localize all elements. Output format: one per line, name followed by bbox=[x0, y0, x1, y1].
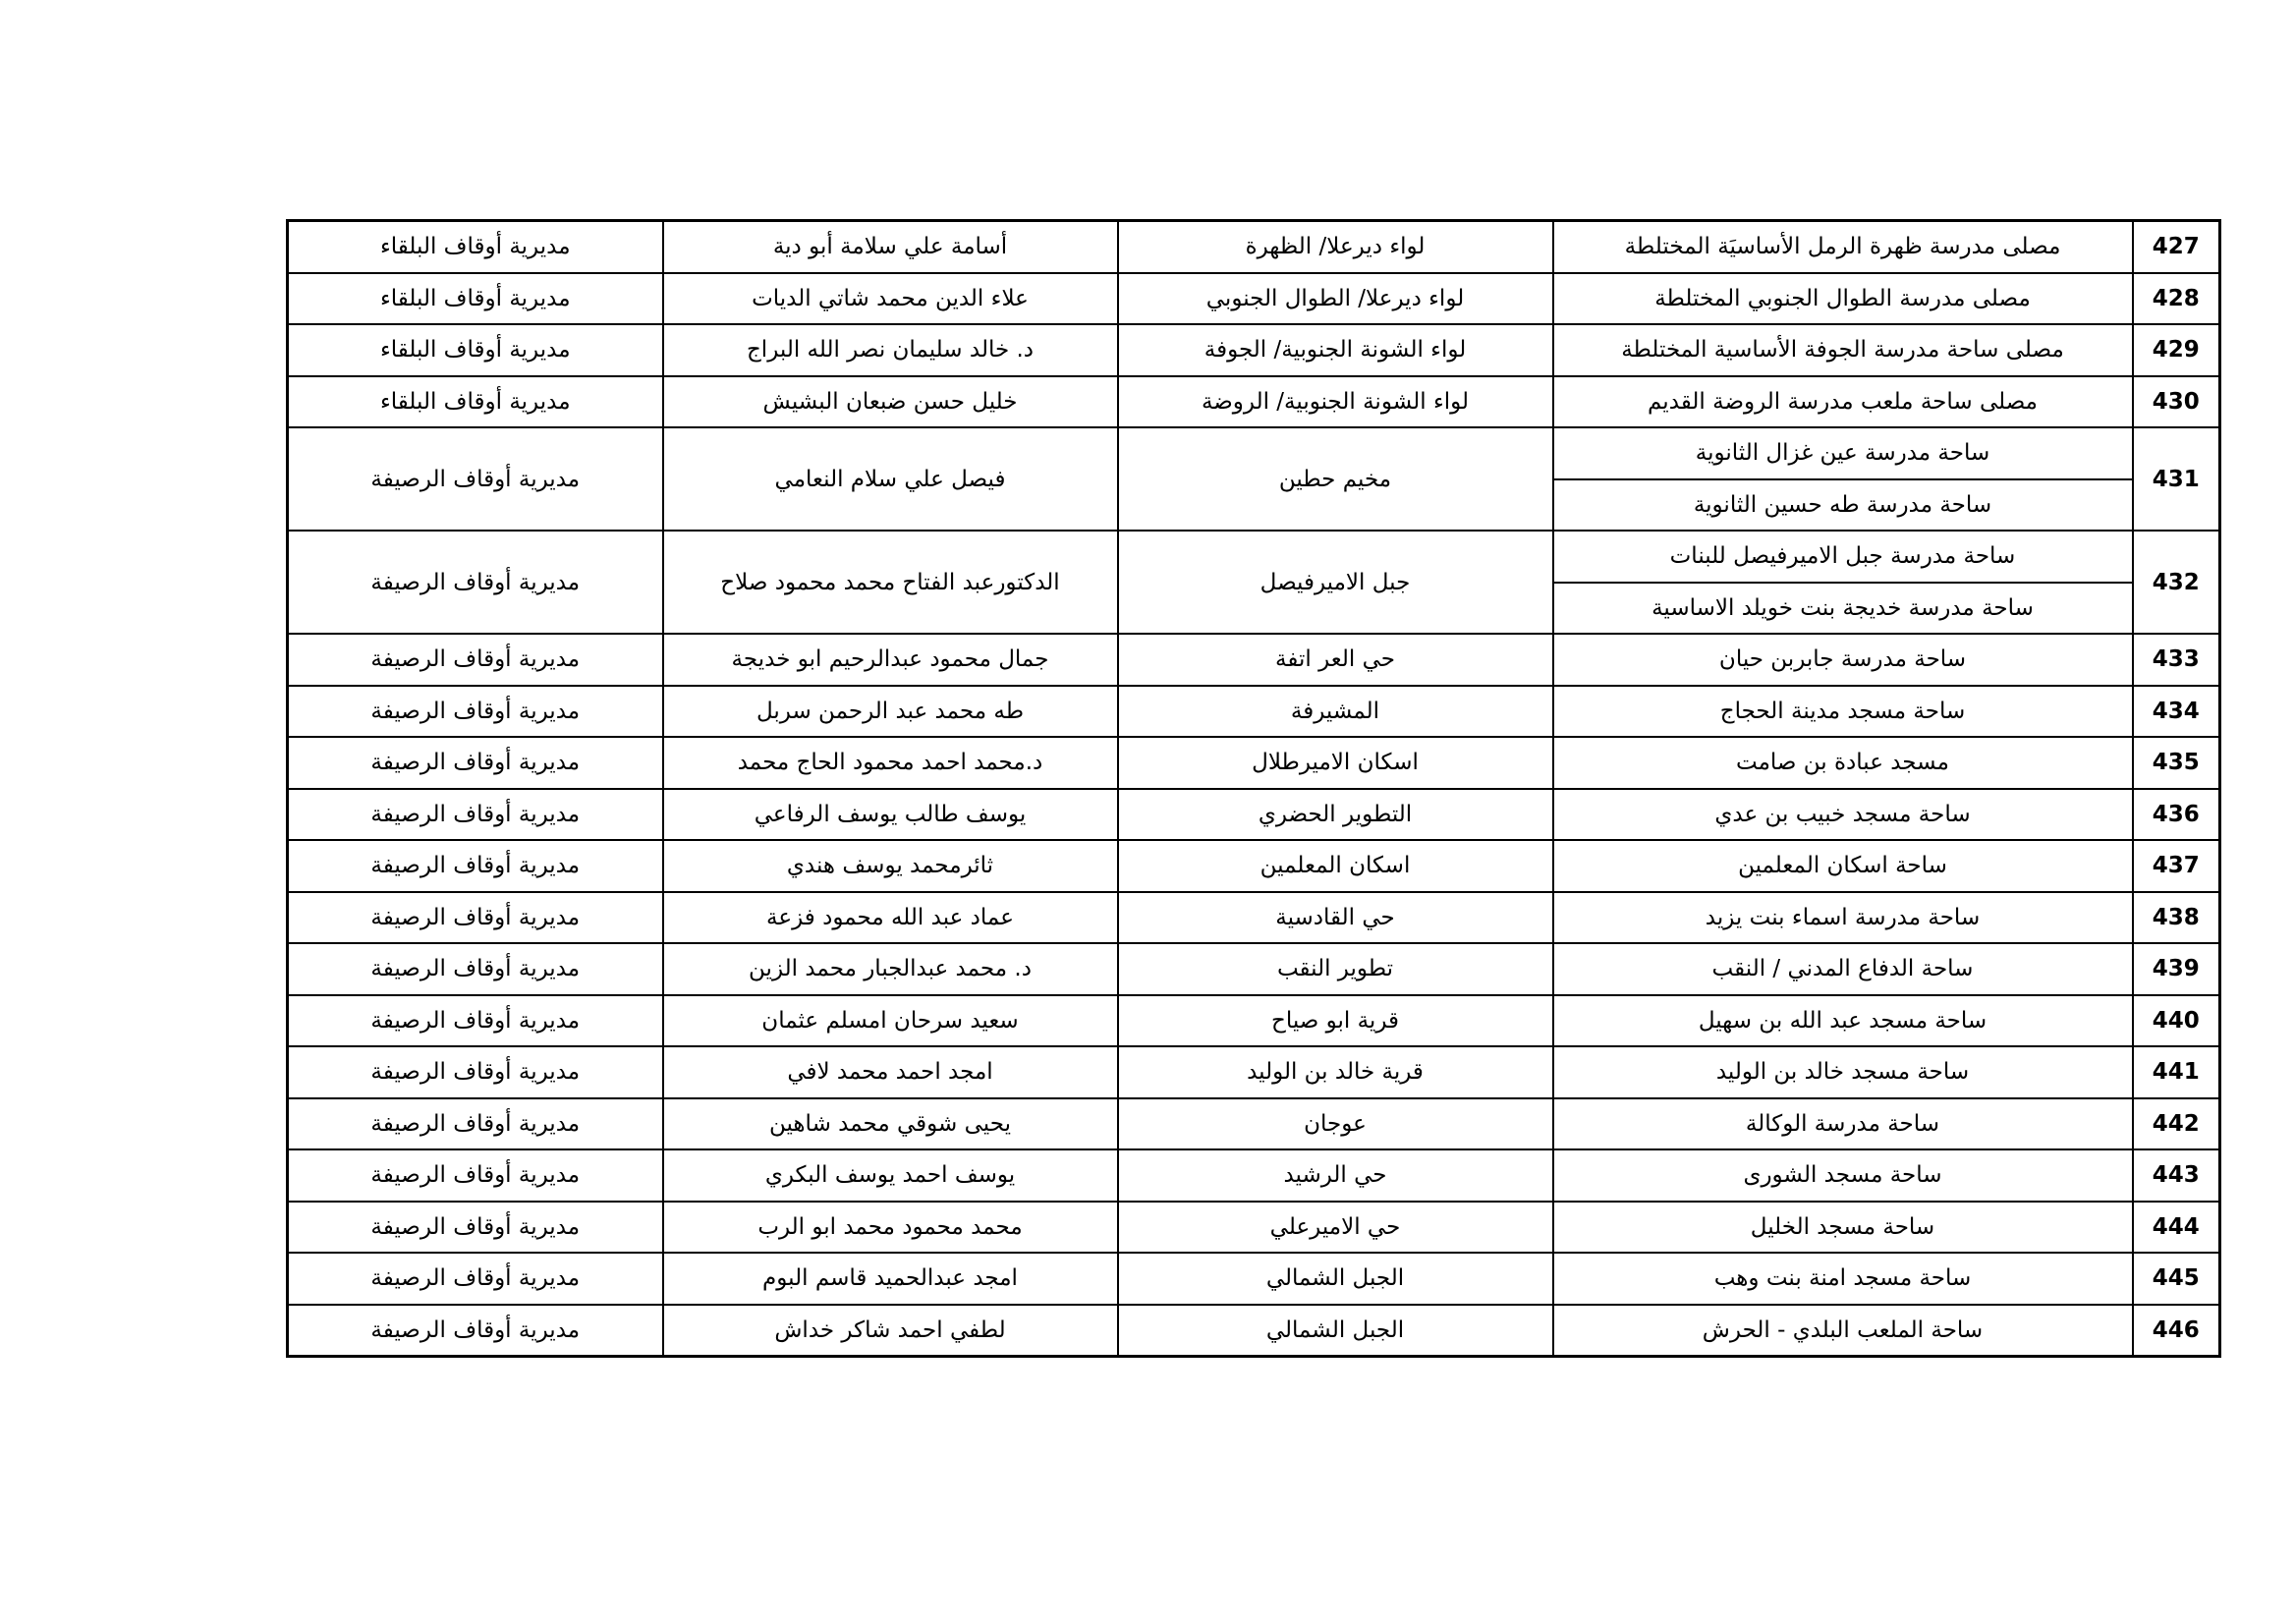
table-row bbox=[288, 1253, 2220, 1305]
prayer-sites-table bbox=[286, 219, 2221, 1358]
row-number: 431 bbox=[2133, 427, 2220, 531]
area-name: المشيرفة bbox=[1118, 686, 1553, 738]
area-name: قرية خالد بن الوليد bbox=[1118, 1046, 1553, 1098]
imam-name: يحيى شوقي محمد شاهين bbox=[663, 1098, 1118, 1150]
imam-name: طه محمد عبد الرحمن سربل bbox=[663, 686, 1118, 738]
imam-name: لطفي احمد شاكر خداش bbox=[663, 1305, 1118, 1357]
area-name: قرية ابو صياح bbox=[1118, 995, 1553, 1047]
table-row bbox=[288, 427, 2220, 479]
table-row bbox=[288, 531, 2220, 583]
row-number: 439 bbox=[2133, 943, 2220, 995]
site-name: مصلى ساحة ملعب مدرسة الروضة القديم bbox=[1553, 376, 2133, 428]
directorate-name: مديرية أوقاف الرصيفة bbox=[288, 686, 663, 738]
area-name: لواء الشونة الجنوبية/ الروضة bbox=[1118, 376, 1553, 428]
table-row bbox=[288, 943, 2220, 995]
directorate-name: مديرية أوقاف الرصيفة bbox=[288, 943, 663, 995]
directorate-name: مديرية أوقاف الرصيفة bbox=[288, 634, 663, 686]
row-number: 438 bbox=[2133, 892, 2220, 944]
row-number: 432 bbox=[2133, 531, 2220, 634]
table-row bbox=[288, 376, 2220, 428]
directorate-name: مديرية أوقاف الرصيفة bbox=[288, 531, 663, 634]
directorate-name: مديرية أوقاف الرصيفة bbox=[288, 1046, 663, 1098]
directorate-name: مديرية أوقاف البلقاء bbox=[288, 324, 663, 376]
imam-name: د. خالد سليمان نصر الله البراج bbox=[663, 324, 1118, 376]
table-row bbox=[288, 737, 2220, 789]
directorate-name: مديرية أوقاف الرصيفة bbox=[288, 892, 663, 944]
site-name: ساحة مدرسة خديجة بنت خويلد الاساسية bbox=[1553, 583, 2133, 635]
imam-name: عماد عبد الله محمود فزعة bbox=[663, 892, 1118, 944]
area-name: حي الرشيد bbox=[1118, 1149, 1553, 1202]
area-name: عوجان bbox=[1118, 1098, 1553, 1150]
table-row bbox=[288, 995, 2220, 1047]
row-number: 427 bbox=[2133, 221, 2220, 273]
imam-name: يوسف طالب يوسف الرفاعي bbox=[663, 789, 1118, 841]
area-name: مخيم حطين bbox=[1118, 427, 1553, 531]
imam-name: أسامة علي سلامة أبو دية bbox=[663, 221, 1118, 273]
directorate-name: مديرية أوقاف الرصيفة bbox=[288, 737, 663, 789]
directorate-name: مديرية أوقاف الرصيفة bbox=[288, 427, 663, 531]
row-number: 440 bbox=[2133, 995, 2220, 1047]
table-row bbox=[288, 221, 2220, 273]
row-number: 433 bbox=[2133, 634, 2220, 686]
row-number: 434 bbox=[2133, 686, 2220, 738]
table-row bbox=[288, 840, 2220, 892]
area-name: اسكان الاميرطلال bbox=[1118, 737, 1553, 789]
table-row bbox=[288, 1098, 2220, 1150]
table-body bbox=[288, 221, 2220, 1357]
site-name: ساحة مدرسة اسماء بنت يزيد bbox=[1553, 892, 2133, 944]
directorate-name: مديرية أوقاف الرصيفة bbox=[288, 1202, 663, 1254]
table-row bbox=[288, 1202, 2220, 1254]
row-number: 443 bbox=[2133, 1149, 2220, 1202]
site-name: ساحة مدرسة الوكالة bbox=[1553, 1098, 2133, 1150]
directorate-name: مديرية أوقاف الرصيفة bbox=[288, 1305, 663, 1357]
table-row bbox=[288, 634, 2220, 686]
site-name: ساحة الملعب البلدي - الحرش bbox=[1553, 1305, 2133, 1357]
row-number: 446 bbox=[2133, 1305, 2220, 1357]
site-name: ساحة مدرسة جبل الاميرفيصل للبنات bbox=[1553, 531, 2133, 583]
imam-name: امجد عبدالحميد قاسم البوم bbox=[663, 1253, 1118, 1305]
area-name: اسكان المعلمين bbox=[1118, 840, 1553, 892]
row-number: 435 bbox=[2133, 737, 2220, 789]
area-name: لواء الشونة الجنوبية/ الجوفة bbox=[1118, 324, 1553, 376]
imam-name: علاء الدين محمد شاتي الديات bbox=[663, 273, 1118, 325]
table-row bbox=[288, 1046, 2220, 1098]
table-row bbox=[288, 892, 2220, 944]
site-name: ساحة الدفاع المدني / النقب bbox=[1553, 943, 2133, 995]
row-number: 436 bbox=[2133, 789, 2220, 841]
directorate-name: مديرية أوقاف الرصيفة bbox=[288, 840, 663, 892]
row-number: 430 bbox=[2133, 376, 2220, 428]
document-page bbox=[286, 219, 2218, 1358]
directorate-name: مديرية أوقاف البلقاء bbox=[288, 273, 663, 325]
site-name: ساحة مسجد مدينة الحجاج bbox=[1553, 686, 2133, 738]
row-number: 441 bbox=[2133, 1046, 2220, 1098]
site-name: ساحة مسجد امنة بنت وهب bbox=[1553, 1253, 2133, 1305]
row-number: 442 bbox=[2133, 1098, 2220, 1150]
site-name: ساحة مسجد عبد الله بن سهيل bbox=[1553, 995, 2133, 1047]
imam-name: د. محمد عبدالجبار محمد الزين bbox=[663, 943, 1118, 995]
table-row bbox=[288, 324, 2220, 376]
site-name: مصلى مدرسة الطوال الجنوبي المختلطة bbox=[1553, 273, 2133, 325]
row-number: 437 bbox=[2133, 840, 2220, 892]
directorate-name: مديرية أوقاف الرصيفة bbox=[288, 789, 663, 841]
site-name: مصلى ساحة مدرسة الجوفة الأساسية المختلطة bbox=[1553, 324, 2133, 376]
site-name: ساحة مدرسة طه حسين الثانوية bbox=[1553, 479, 2133, 532]
imam-name: فيصل علي سلام النعامي bbox=[663, 427, 1118, 531]
directorate-name: مديرية أوقاف الرصيفة bbox=[288, 1098, 663, 1150]
area-name: جبل الاميرفيصل bbox=[1118, 531, 1553, 634]
table-row bbox=[288, 1305, 2220, 1357]
directorate-name: مديرية أوقاف الرصيفة bbox=[288, 1253, 663, 1305]
row-number: 429 bbox=[2133, 324, 2220, 376]
site-name: مسجد عبادة بن صامت bbox=[1553, 737, 2133, 789]
area-name: الجبل الشمالي bbox=[1118, 1305, 1553, 1357]
site-name: ساحة مسجد خالد بن الوليد bbox=[1553, 1046, 2133, 1098]
area-name: التطوير الحضري bbox=[1118, 789, 1553, 841]
directorate-name: مديرية أوقاف البلقاء bbox=[288, 221, 663, 273]
site-name: ساحة مسجد الخليل bbox=[1553, 1202, 2133, 1254]
imam-name: يوسف احمد يوسف البكري bbox=[663, 1149, 1118, 1202]
table-row bbox=[288, 789, 2220, 841]
area-name: حي الاميرعلي bbox=[1118, 1202, 1553, 1254]
imam-name: الدكتورعبد الفتاح محمد محمود صلاح bbox=[663, 531, 1118, 634]
site-name: ساحة مدرسة جابربن حيان bbox=[1553, 634, 2133, 686]
area-name: الجبل الشمالي bbox=[1118, 1253, 1553, 1305]
imam-name: ثائرمحمد يوسف هندي bbox=[663, 840, 1118, 892]
area-name: لواء ديرعلا/ الظهرة bbox=[1118, 221, 1553, 273]
imam-name: د.محمد احمد محمود الحاج محمد bbox=[663, 737, 1118, 789]
area-name: تطوير النقب bbox=[1118, 943, 1553, 995]
site-name: ساحة مدرسة عين غزال الثانوية bbox=[1553, 427, 2133, 479]
imam-name: سعيد سرحان امسلم عثمان bbox=[663, 995, 1118, 1047]
row-number: 428 bbox=[2133, 273, 2220, 325]
directorate-name: مديرية أوقاف الرصيفة bbox=[288, 995, 663, 1047]
site-name: مصلى مدرسة ظهرة الرمل الأساسيَة المختلطة bbox=[1553, 221, 2133, 273]
area-name: حي العر اتفة bbox=[1118, 634, 1553, 686]
imam-name: جمال محمود عبدالرحيم ابو خديجة bbox=[663, 634, 1118, 686]
imam-name: محمد محمود محمد ابو الرب bbox=[663, 1202, 1118, 1254]
table-row bbox=[288, 273, 2220, 325]
area-name: حي القادسية bbox=[1118, 892, 1553, 944]
row-number: 444 bbox=[2133, 1202, 2220, 1254]
area-name: لواء ديرعلا/ الطوال الجنوبي bbox=[1118, 273, 1553, 325]
table-row bbox=[288, 686, 2220, 738]
table-row bbox=[288, 1149, 2220, 1202]
site-name: ساحة مسجد خبيب بن عدي bbox=[1553, 789, 2133, 841]
directorate-name: مديرية أوقاف البلقاء bbox=[288, 376, 663, 428]
imam-name: امجد احمد محمد لافي bbox=[663, 1046, 1118, 1098]
imam-name: خليل حسن ضبعان البشيش bbox=[663, 376, 1118, 428]
site-name: ساحة مسجد الشورى bbox=[1553, 1149, 2133, 1202]
directorate-name: مديرية أوقاف الرصيفة bbox=[288, 1149, 663, 1202]
site-name: ساحة اسكان المعلمين bbox=[1553, 840, 2133, 892]
row-number: 445 bbox=[2133, 1253, 2220, 1305]
